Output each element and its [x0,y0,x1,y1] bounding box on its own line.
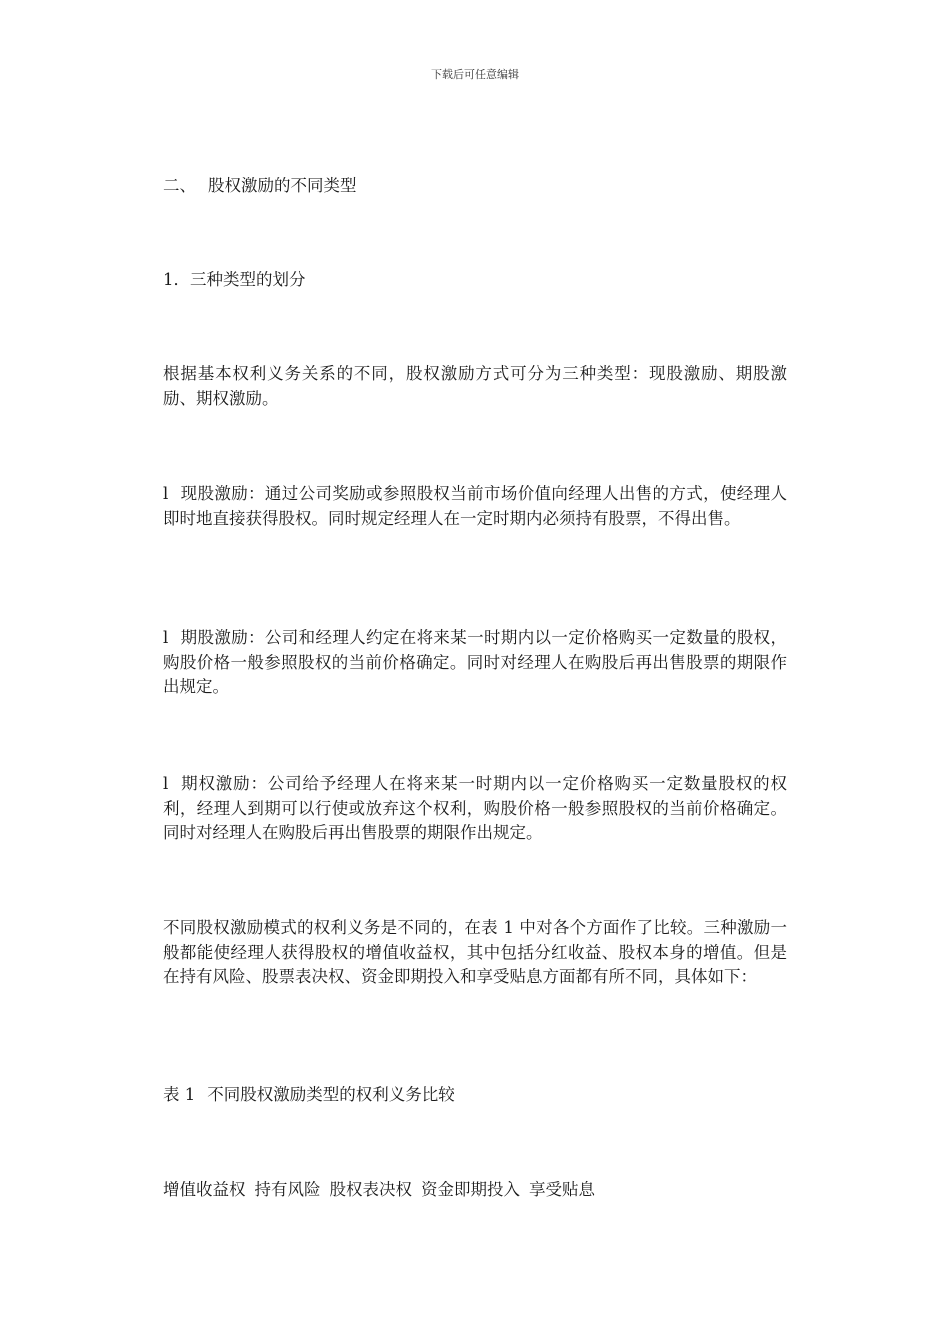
table-caption [163,1083,787,1108]
page-header-note: 下载后可任意编辑 [431,68,519,81]
intro-paragraph: 根据基本权利义务关系的不同，股权激励方式可分为三种类型：现股激励、期股激励、期权激励。 [163,364,787,408]
section-heading-title: 股权激励的不同类型 [208,176,357,195]
deferred-stock-paragraph [163,626,787,700]
spot-stock-text: 现股激励：通过公司奖励或参照股权当前市场价值向经理人出售的方式，使经理人即时地直接获得股权。同时规定经理人在一定时期内必须持有股票，不得出售。 [163,484,787,528]
section-heading [163,174,787,199]
option-paragraph [163,772,787,846]
subsection-heading-number: 1． [163,270,190,289]
table-caption-label: 表 1 [163,1085,196,1104]
bullet-marker: l [163,628,169,647]
table-header-cell: 增值收益权 [163,1180,246,1199]
table-header-row [163,1178,787,1203]
deferred-stock-text: 期股激励：公司和经理人约定在将来某一时期内以一定价格购买一定数量的股权，购股价格一般参照股权的当前价格确定。同时对经理人在购股后再出售股票的期限作出规定。 [163,628,787,696]
comparison-paragraph: 不同股权激励模式的权利义务是不同的，在表 1 中对各个方面作了比较。三种激励一般都能使经理人获得股权的增值收益权，其中包括分红收益、股权本身的增值。但是在持有风险、股票表决权、资金即期投入和享受贴息方面都有所不同，具体如下： [163,918,787,986]
section-heading-number: 二、 [163,176,196,195]
bullet-marker: l [163,774,169,793]
option-text: 期权激励：公司给予经理人在将来某一时期内以一定价格购买一定数量股权的权利，经理人到期可以行使或放弃这个权利，购股价格一般参照股权的当前价格确定。同时对经理人在购股后再出售股票的期限作出规定。 [163,774,787,842]
spot-stock-paragraph [163,482,787,531]
table-header-cell: 股权表决权 [329,1180,412,1199]
subsection-heading [163,268,787,293]
table-header-cell: 资金即期投入 [421,1180,520,1199]
subsection-heading-title: 三种类型的划分 [190,270,306,289]
table-header-cell: 享受贴息 [529,1180,595,1199]
table-caption-title: 不同股权激励类型的权利义务比较 [207,1085,455,1104]
table-header-cell: 持有风险 [254,1180,321,1199]
bullet-marker: l [163,484,169,503]
